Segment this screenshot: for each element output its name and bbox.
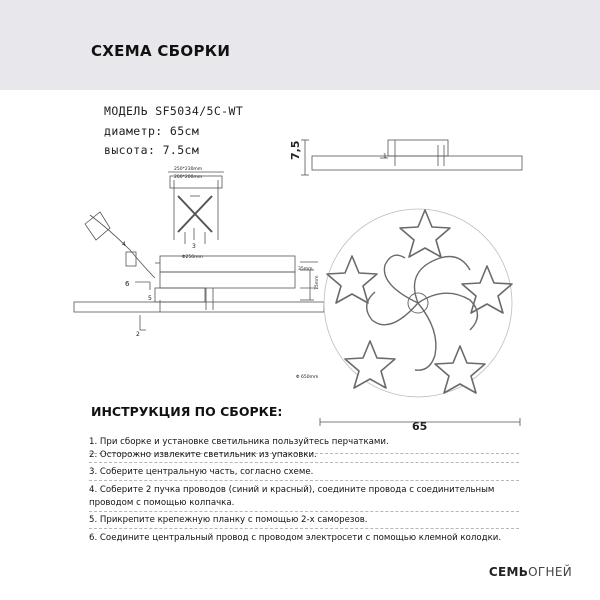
- spec-height: высота: 7.5см: [104, 143, 200, 157]
- height-label: 7,5: [289, 140, 302, 160]
- spec-model: МОДЕЛЬ SF5034/5C-WT: [104, 104, 244, 118]
- callout-1: 1: [383, 153, 387, 160]
- divider: [89, 462, 519, 463]
- dim-200x200: 200*200mm: [174, 175, 203, 180]
- instruction-step-6: 6. Соедините центральный провод с проводом электросети с помощью клемной колодки.: [89, 533, 502, 543]
- star-right: [462, 266, 512, 313]
- dim-250x230: 250*230mm: [174, 167, 203, 172]
- width-label: 65: [412, 420, 428, 433]
- instruction-step-2: 2. Осторожно извлеките светильник из упаковки.: [89, 450, 317, 460]
- side-profile-panel: [312, 156, 522, 170]
- star-top: [400, 210, 450, 257]
- dim-650: Φ 650mm: [296, 375, 319, 380]
- callout-2: 2: [136, 331, 140, 338]
- dim-75: 75mm: [315, 275, 320, 290]
- instructions-title: ИНСТРУКЦИЯ ПО СБОРКЕ:: [91, 404, 283, 419]
- swirl-arm-5: [384, 255, 418, 303]
- instruction-step-5: 5. Прикрепите крепежную планку с помощью 2-х саморезов.: [89, 515, 368, 525]
- spec-diameter: диаметр: 65см: [104, 124, 200, 138]
- dim-35: 35mm: [298, 267, 313, 272]
- star-bottom-right: [435, 346, 485, 393]
- instruction-step-3: 3. Соберите центральную часть, согласно схеме.: [89, 467, 314, 477]
- callout-5: 5: [148, 295, 152, 302]
- divider: [89, 511, 519, 512]
- divider: [89, 528, 519, 529]
- star-left: [327, 256, 377, 303]
- brand-logo: [489, 565, 572, 579]
- callout-4: 4: [122, 241, 126, 248]
- lamp-body-profile: [74, 302, 324, 312]
- star-bottom-left: [345, 341, 395, 388]
- divider: [89, 480, 519, 481]
- instruction-step-4: 4. Соберите 2 пучка проводов (синий и красный), соедините провода с соединительным проводом с помощью колпачка.: [89, 485, 495, 508]
- instruction-step-1: 1. При сборке и установке светильника пользуйтесь перчатками.: [89, 437, 389, 447]
- canopy-profile: [160, 272, 295, 288]
- page-title: СХЕМА СБОРКИ: [91, 42, 231, 60]
- brand-part-2: ОГНЕЙ: [528, 565, 572, 579]
- dim-250: Φ250mm: [182, 255, 203, 260]
- brand-part-1: СЕМЬ: [488, 565, 529, 579]
- callout-6: 6: [125, 280, 130, 288]
- callout-3: 3: [192, 243, 196, 250]
